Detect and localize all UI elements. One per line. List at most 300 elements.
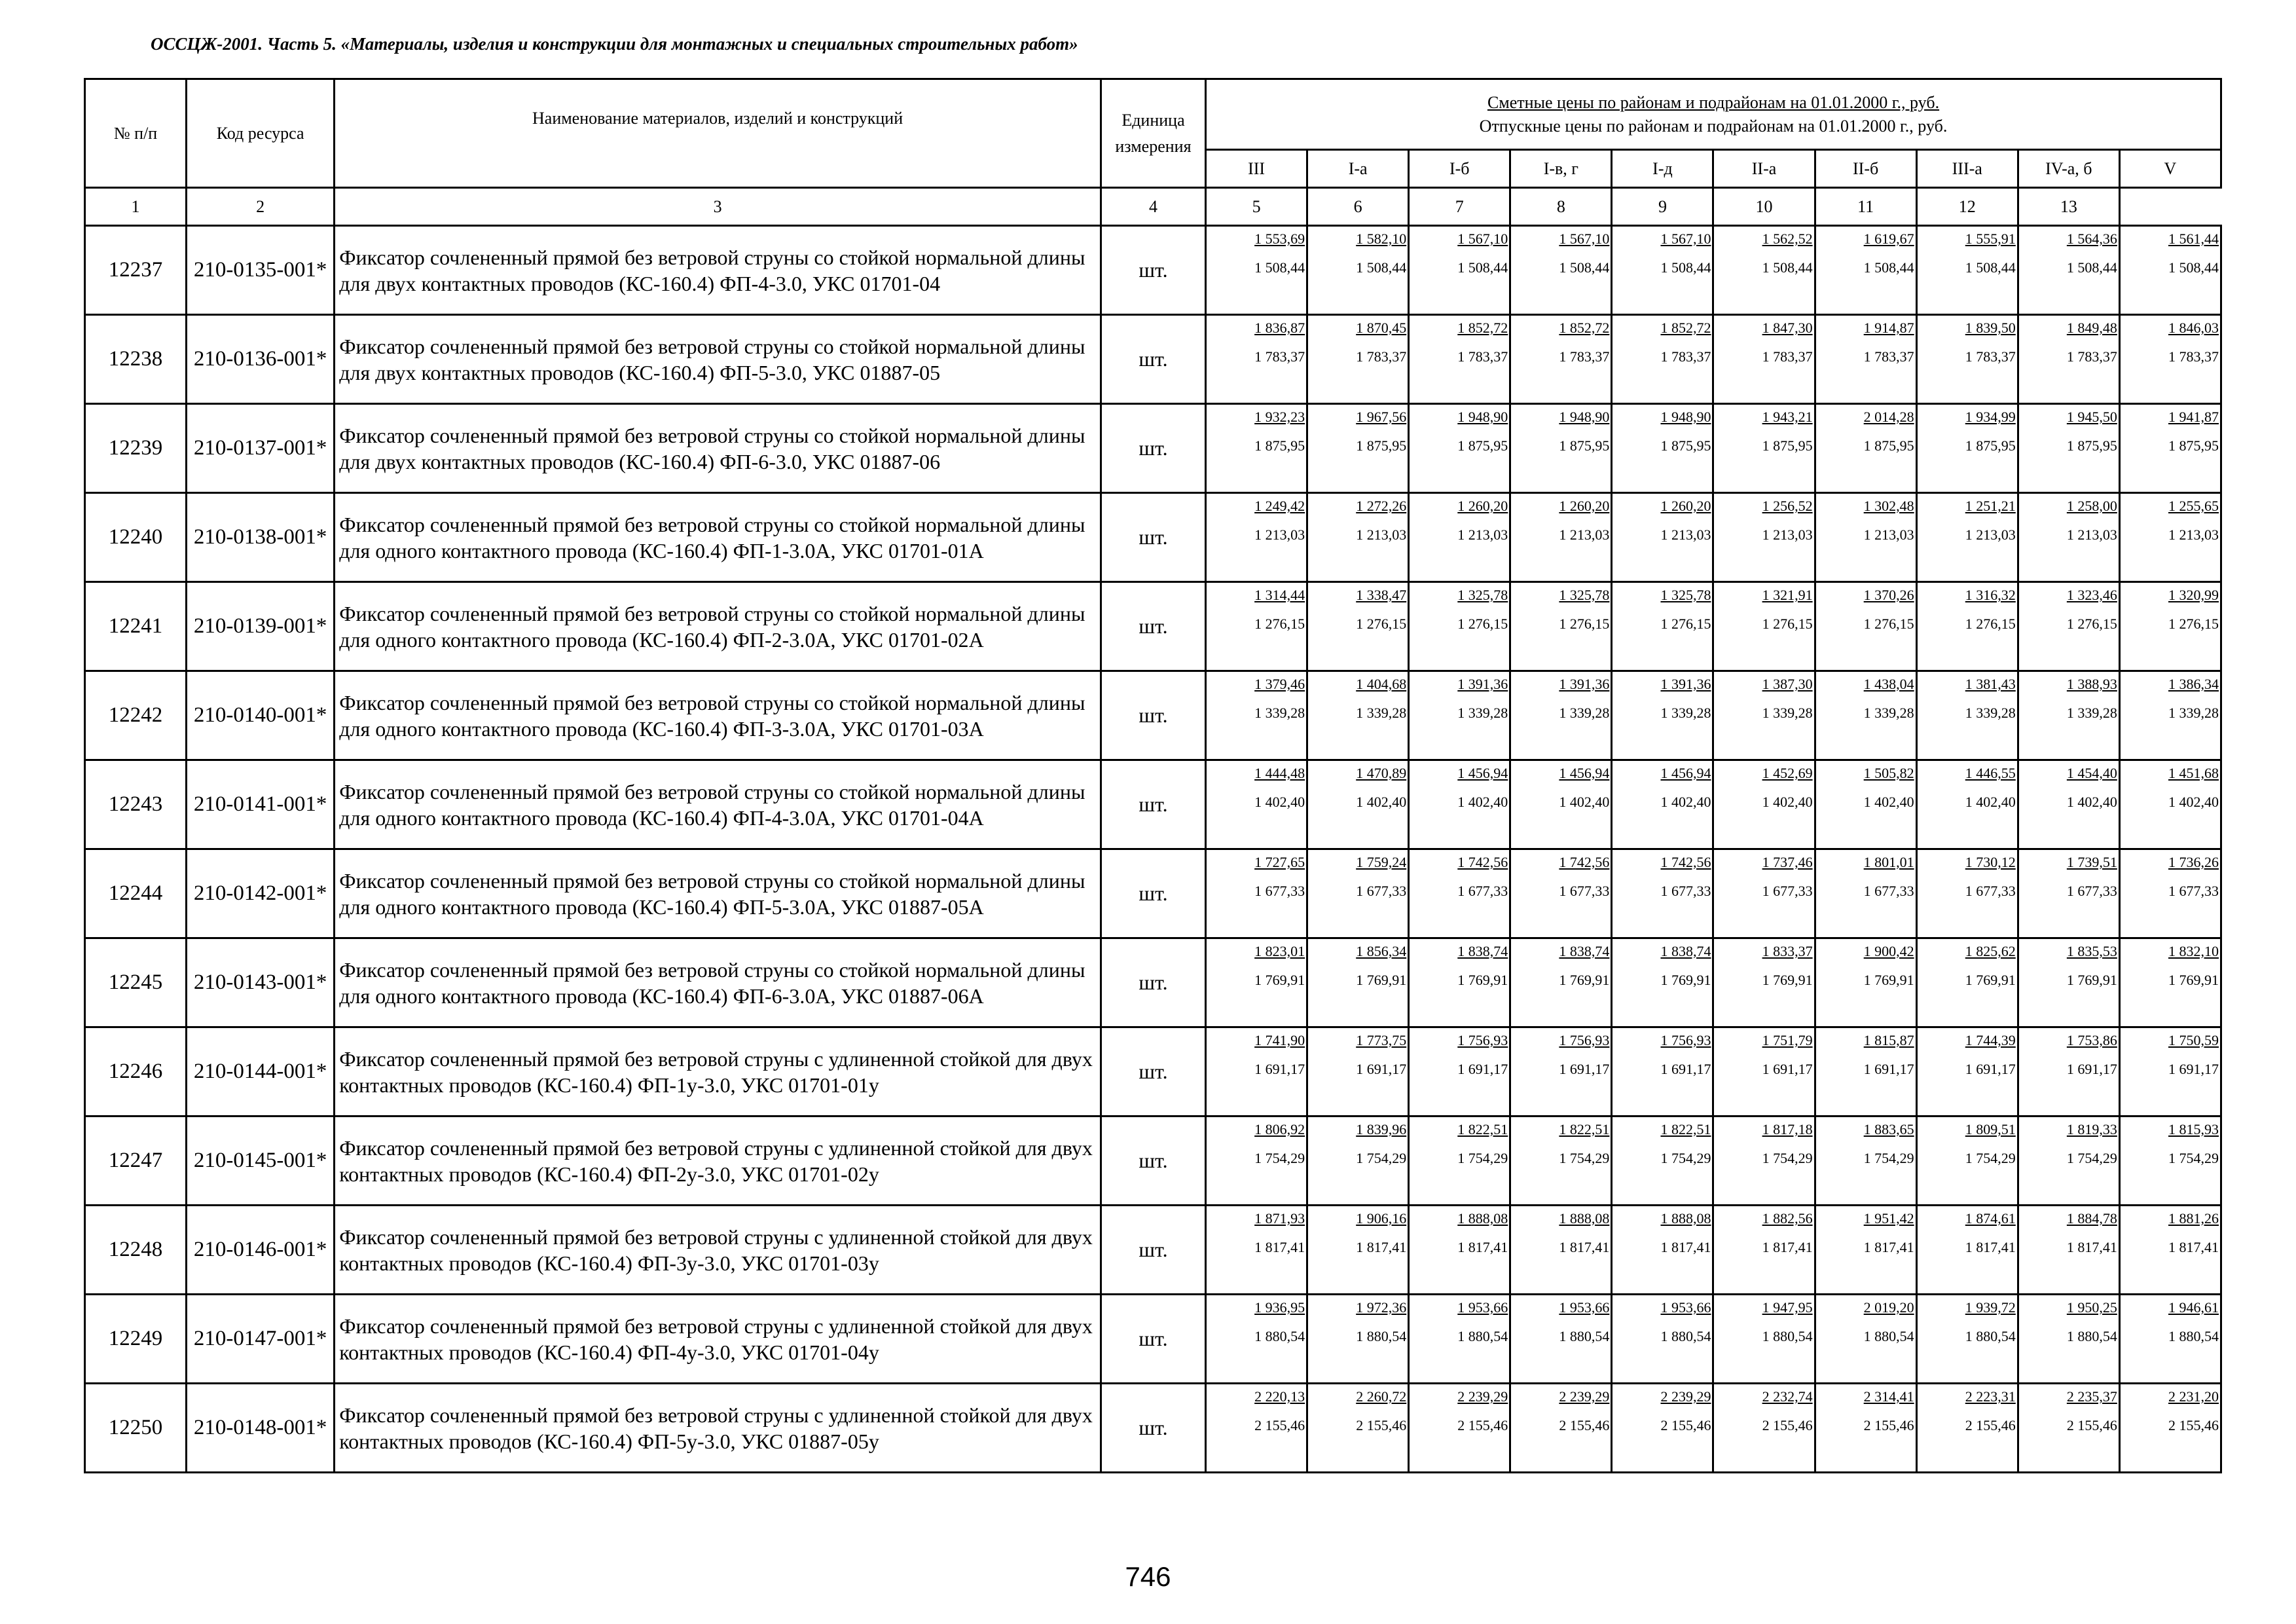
row-number: 12245 (85, 938, 187, 1027)
price-cell (1815, 1116, 1916, 1206)
release-price: 1 880,54 (1863, 1328, 1914, 1344)
release-price: 1 783,37 (1254, 348, 1305, 365)
price-cell (1815, 315, 1916, 404)
unit-of-measure: шт. (1101, 671, 1205, 760)
item-name: Фиксатор сочлененный прямой без ветровой струны с удлиненной стойкой для двух контактных проводов (КС-160.4) ФП-4у-3.0, УКС 01701-04у (335, 1295, 1101, 1384)
estimate-price: 1 325,78 (1559, 587, 1610, 603)
release-price: 1 402,40 (1965, 794, 2016, 810)
estimate-price: 1 943,21 (1762, 409, 1813, 425)
estimate-price: 1 386,34 (2168, 676, 2219, 692)
table-row (85, 760, 2221, 849)
release-price: 1 691,17 (1254, 1061, 1305, 1077)
row-number: 12238 (85, 315, 187, 404)
estimate-price: 1 370,26 (1863, 587, 1914, 603)
estimate-price: 1 852,72 (1559, 320, 1610, 336)
release-price: 1 213,03 (1559, 526, 1610, 543)
estimate-price: 1 833,37 (1762, 943, 1813, 959)
price-cell (1713, 1206, 1815, 1295)
estimate-price: 1 822,51 (1559, 1121, 1610, 1137)
column-index: 9 (1612, 188, 1713, 226)
price-cell (1307, 404, 1409, 493)
estimate-price: 1 567,10 (1660, 231, 1711, 247)
estimate-price: 1 947,95 (1762, 1299, 1813, 1316)
price-cell (1612, 582, 1713, 671)
price-cell (1713, 1027, 1815, 1116)
estimate-price: 1 839,50 (1965, 320, 2016, 336)
release-price: 1 213,03 (1965, 526, 2016, 543)
price-cell (1815, 404, 1916, 493)
estimate-price: 1 751,79 (1762, 1032, 1813, 1048)
release-price: 1 213,03 (1660, 526, 1711, 543)
release-price: 1 769,91 (1559, 972, 1610, 988)
estimate-price: 1 936,95 (1254, 1299, 1305, 1316)
estimate-price: 1 251,21 (1965, 498, 2016, 514)
estimate-price: 1 562,52 (1762, 231, 1813, 247)
price-cell (1713, 938, 1815, 1027)
price-cell (1815, 1384, 1916, 1473)
table-row (85, 849, 2221, 938)
price-cell (1612, 938, 1713, 1027)
estimate-price: 2 260,72 (1356, 1388, 1407, 1405)
price-cell (1916, 1116, 2018, 1206)
row-number: 12250 (85, 1384, 187, 1473)
estimate-price: 1 835,53 (2066, 943, 2117, 959)
release-price: 1 880,54 (1457, 1328, 1508, 1344)
release-price: 1 402,40 (2168, 794, 2219, 810)
estimate-price: 1 847,30 (1762, 320, 1813, 336)
price-cell (1206, 1206, 1307, 1295)
release-price: 1 875,95 (1254, 437, 1305, 454)
estimate-price: 1 258,00 (2066, 498, 2117, 514)
estimate-price: 1 900,42 (1863, 943, 1914, 959)
table-row (85, 1027, 2221, 1116)
estimate-price: 1 951,42 (1863, 1210, 1914, 1227)
price-cell (1612, 1116, 1713, 1206)
price-cell (1916, 760, 2018, 849)
release-price: 1 875,95 (1762, 437, 1813, 454)
estimate-price: 1 946,61 (2168, 1299, 2219, 1316)
price-cell (1916, 938, 2018, 1027)
price-cell (2018, 1206, 2119, 1295)
estimate-price: 1 470,89 (1356, 765, 1407, 781)
price-cell (1307, 582, 1409, 671)
estimate-price: 1 884,78 (2066, 1210, 2117, 1227)
column-index: 5 (1206, 188, 1307, 226)
release-price: 2 155,46 (1863, 1417, 1914, 1433)
price-cell (1409, 671, 1510, 760)
estimate-price: 1 815,93 (2168, 1121, 2219, 1137)
price-cell (2119, 315, 2221, 404)
estimate-price: 1 906,16 (1356, 1210, 1407, 1227)
price-cell (1612, 493, 1713, 582)
release-price: 1 769,91 (1762, 972, 1813, 988)
estimate-price: 1 882,56 (1762, 1210, 1813, 1227)
col-header-name: Наименование материалов, изделий и конструкций (335, 79, 1101, 188)
price-cell (1713, 493, 1815, 582)
price-cell (1916, 1384, 2018, 1473)
release-price: 1 754,29 (1762, 1150, 1813, 1166)
price-cell (2119, 1206, 2221, 1295)
estimate-price: 1 446,55 (1965, 765, 2016, 781)
price-cell (1409, 582, 1510, 671)
estimate-price: 2 231,20 (2168, 1388, 2219, 1405)
price-cell (2018, 493, 2119, 582)
estimate-price: 1 773,75 (1356, 1032, 1407, 1048)
release-price: 1 213,03 (1762, 526, 1813, 543)
release-price: 1 339,28 (1559, 705, 1610, 721)
price-cell (1307, 1384, 1409, 1473)
release-price: 1 754,29 (1457, 1150, 1508, 1166)
release-price: 1 691,17 (2168, 1061, 2219, 1077)
estimate-price: 1 388,93 (2066, 676, 2117, 692)
estimate-price: 1 582,10 (1356, 231, 1407, 247)
release-price: 1 880,54 (1762, 1328, 1813, 1344)
price-cell (1307, 849, 1409, 938)
column-index: 12 (1916, 188, 2018, 226)
table-row (85, 1116, 2221, 1206)
release-price: 1 817,41 (1863, 1239, 1914, 1255)
row-number: 12243 (85, 760, 187, 849)
release-price: 1 508,44 (1762, 259, 1813, 276)
estimate-price: 2 314,41 (1863, 1388, 1914, 1405)
release-price: 1 276,15 (2168, 616, 2219, 632)
price-cell (1612, 315, 1713, 404)
price-cell (1409, 938, 1510, 1027)
resource-code: 210-0137-001* (187, 404, 335, 493)
price-cell (2018, 1116, 2119, 1206)
release-price: 1 213,03 (2066, 526, 2117, 543)
estimate-price: 1 256,52 (1762, 498, 1813, 514)
release-price: 1 880,54 (1660, 1328, 1711, 1344)
price-cell (1307, 671, 1409, 760)
price-cell (1307, 1295, 1409, 1384)
item-name: Фиксатор сочлененный прямой без ветровой струны со стойкой нормальной длины для одного контактного провода (КС-160.4) ФП-5-3.0А, УКС 01887-05А (335, 849, 1101, 938)
price-cell (1612, 1027, 1713, 1116)
price-cell (2018, 760, 2119, 849)
price-cell (1916, 226, 2018, 315)
price-cell (1307, 1027, 1409, 1116)
release-price: 1 875,95 (1559, 437, 1610, 454)
price-cell (2018, 671, 2119, 760)
release-price: 1 875,95 (1965, 437, 2016, 454)
price-cell (1510, 493, 1612, 582)
release-price: 1 875,95 (1660, 437, 1711, 454)
price-cell (1713, 226, 1815, 315)
resource-code: 210-0139-001* (187, 582, 335, 671)
release-price: 1 875,95 (1356, 437, 1407, 454)
estimate-price: 1 438,04 (1863, 676, 1914, 692)
price-cell (2119, 760, 2221, 849)
release-price: 1 875,95 (1457, 437, 1508, 454)
release-price: 1 783,37 (1457, 348, 1508, 365)
estimate-price: 2 239,29 (1457, 1388, 1508, 1405)
estimate-price: 1 809,51 (1965, 1121, 2016, 1137)
price-cell (2119, 493, 2221, 582)
resource-code: 210-0146-001* (187, 1206, 335, 1295)
resource-code: 210-0136-001* (187, 315, 335, 404)
estimate-price: 1 888,08 (1660, 1210, 1711, 1227)
estimate-price: 1 320,99 (2168, 587, 2219, 603)
release-price: 1 276,15 (1559, 616, 1610, 632)
release-price: 1 880,54 (2168, 1328, 2219, 1344)
estimate-price: 1 742,56 (1559, 854, 1610, 870)
unit-of-measure: шт. (1101, 404, 1205, 493)
estimate-price: 1 316,32 (1965, 587, 2016, 603)
release-price: 1 508,44 (2168, 259, 2219, 276)
price-cell (1612, 671, 1713, 760)
release-price: 1 783,37 (2168, 348, 2219, 365)
release-price: 1 769,91 (1660, 972, 1711, 988)
col-header-prices (1206, 79, 2221, 150)
release-price: 2 155,46 (1254, 1417, 1305, 1433)
estimate-price: 1 838,74 (1660, 943, 1711, 959)
estimate-price: 1 744,39 (1965, 1032, 2016, 1048)
estimate-price: 1 846,03 (2168, 320, 2219, 336)
price-cell (1612, 1384, 1713, 1473)
price-cell (1206, 849, 1307, 938)
price-cell (1815, 849, 1916, 938)
price-cell (1916, 582, 2018, 671)
price-cell (1510, 582, 1612, 671)
col-header-code: Код ресурса (187, 79, 335, 188)
release-price: 1 783,37 (1660, 348, 1711, 365)
estimate-price: 1 255,65 (2168, 498, 2219, 514)
release-price: 1 691,17 (1356, 1061, 1407, 1077)
price-cell (1713, 582, 1815, 671)
price-cell (1206, 404, 1307, 493)
price-cell (1510, 1206, 1612, 1295)
estimate-price: 1 555,91 (1965, 231, 2016, 247)
estimate-price: 1 948,90 (1457, 409, 1508, 425)
price-cell (2018, 404, 2119, 493)
estimate-price: 1 454,40 (2066, 765, 2117, 781)
estimate-price: 1 756,93 (1660, 1032, 1711, 1048)
region-header: I-б (1409, 150, 1510, 188)
price-table (84, 78, 2222, 1473)
item-name: Фиксатор сочлененный прямой без ветровой струны со стойкой нормальной длины для одного контактного провода (КС-160.4) ФП-6-3.0А, УКС 01887-06А (335, 938, 1101, 1027)
price-cell (2119, 671, 2221, 760)
release-price: 2 155,46 (2066, 1417, 2117, 1433)
release-price: 1 339,28 (1863, 705, 1914, 721)
price-cell (1510, 1295, 1612, 1384)
table-head (85, 79, 2221, 226)
estimate-price: 1 452,69 (1762, 765, 1813, 781)
estimate-price: 1 456,94 (1660, 765, 1711, 781)
estimate-price: 1 505,82 (1863, 765, 1914, 781)
release-price: 1 817,41 (1965, 1239, 2016, 1255)
release-price: 1 769,91 (1965, 972, 2016, 988)
release-price: 1 402,40 (1559, 794, 1610, 810)
estimate-price: 1 404,68 (1356, 676, 1407, 692)
row-number: 12240 (85, 493, 187, 582)
price-cell (1307, 226, 1409, 315)
price-cell (1612, 226, 1713, 315)
resource-code: 210-0141-001* (187, 760, 335, 849)
price-cell (2018, 1295, 2119, 1384)
release-price: 1 754,29 (1863, 1150, 1914, 1166)
price-cell (1815, 226, 1916, 315)
column-index: 10 (1713, 188, 1815, 226)
estimate-price: 1 619,67 (1863, 231, 1914, 247)
release-price: 1 402,40 (1762, 794, 1813, 810)
price-cell (1510, 1384, 1612, 1473)
estimate-price: 1 822,51 (1660, 1121, 1711, 1137)
release-price: 1 769,91 (2168, 972, 2219, 988)
region-header: II-б (1815, 150, 1916, 188)
release-price: 1 213,03 (1457, 526, 1508, 543)
table-row (85, 1206, 2221, 1295)
unit-of-measure: шт. (1101, 938, 1205, 1027)
col-header-num: № п/п (85, 79, 187, 188)
price-cell (1612, 1295, 1713, 1384)
release-price: 1 213,03 (1863, 526, 1914, 543)
release-price: 2 155,46 (2168, 1417, 2219, 1433)
estimate-price: 1 953,66 (1559, 1299, 1610, 1316)
release-price: 1 276,15 (1863, 616, 1914, 632)
price-cell (1206, 671, 1307, 760)
estimate-price: 1 871,93 (1254, 1210, 1305, 1227)
item-name: Фиксатор сочлененный прямой без ветровой струны со стойкой нормальной длины для одного контактного провода (КС-160.4) ФП-4-3.0А, УКС 01701-04А (335, 760, 1101, 849)
item-name: Фиксатор сочлененный прямой без ветровой струны со стойкой нормальной длины для одного контактного провода (КС-160.4) ФП-3-3.0А, УКС 01701-03А (335, 671, 1101, 760)
estimate-price: 1 381,43 (1965, 676, 2016, 692)
price-cell (1307, 315, 1409, 404)
resource-code: 210-0147-001* (187, 1295, 335, 1384)
estimate-price: 1 888,08 (1559, 1210, 1610, 1227)
release-price: 1 677,33 (1863, 883, 1914, 899)
estimate-price: 1 456,94 (1559, 765, 1610, 781)
estimate-price: 1 756,93 (1457, 1032, 1508, 1048)
release-price: 1 402,40 (1356, 794, 1407, 810)
estimate-price: 1 836,87 (1254, 320, 1305, 336)
column-index: 6 (1307, 188, 1409, 226)
release-price: 1 817,41 (1356, 1239, 1407, 1255)
release-price: 1 677,33 (1254, 883, 1305, 899)
release-price: 1 276,15 (1965, 616, 2016, 632)
release-price: 1 783,37 (1762, 348, 1813, 365)
release-price: 1 508,44 (1660, 259, 1711, 276)
price-cell (1916, 493, 2018, 582)
price-cell (1713, 1116, 1815, 1206)
estimate-price: 2 223,31 (1965, 1388, 2016, 1405)
resource-code: 210-0138-001* (187, 493, 335, 582)
release-price: 1 213,03 (1356, 526, 1407, 543)
estimate-price: 1 756,93 (1559, 1032, 1610, 1048)
table-row (85, 226, 2221, 315)
price-cell (2119, 404, 2221, 493)
document-header: ОССЦЖ-2001. Часть 5. «Материалы, изделия и конструкции для монтажных и специальных строительных работ» (151, 34, 1078, 54)
price-cell (1713, 760, 1815, 849)
release-price: 1 783,37 (1559, 348, 1610, 365)
estimate-price: 1 856,34 (1356, 943, 1407, 959)
estimate-price: 1 338,47 (1356, 587, 1407, 603)
release-price: 1 691,17 (1660, 1061, 1711, 1077)
price-cell (1409, 1116, 1510, 1206)
release-price: 1 508,44 (1863, 259, 1914, 276)
price-cell (1307, 760, 1409, 849)
release-price: 1 754,29 (1356, 1150, 1407, 1166)
estimate-price: 1 801,01 (1863, 854, 1914, 870)
release-price: 1 213,03 (2168, 526, 2219, 543)
price-cell (1612, 760, 1713, 849)
estimate-price: 1 822,51 (1457, 1121, 1508, 1137)
item-name: Фиксатор сочлененный прямой без ветровой струны со стойкой нормальной длины для одного контактного провода (КС-160.4) ФП-2-3.0А, УКС 01701-02А (335, 582, 1101, 671)
release-price: 2 155,46 (1660, 1417, 1711, 1433)
release-price: 1 691,17 (1559, 1061, 1610, 1077)
price-cell (1307, 938, 1409, 1027)
price-cell (2119, 938, 2221, 1027)
price-cell (1206, 315, 1307, 404)
item-name: Фиксатор сочлененный прямой без ветровой струны с удлиненной стойкой для двух контактных проводов (КС-160.4) ФП-5у-3.0, УКС 01887-05у (335, 1384, 1101, 1473)
estimate-price: 1 451,68 (2168, 765, 2219, 781)
price-cell (1206, 1027, 1307, 1116)
estimate-price: 2 014,28 (1863, 409, 1914, 425)
release-price: 1 754,29 (2066, 1150, 2117, 1166)
release-price: 1 880,54 (1356, 1328, 1407, 1344)
estimate-price: 1 874,61 (1965, 1210, 2016, 1227)
item-name: Фиксатор сочлененный прямой без ветровой струны со стойкой нормальной длины для двух контактных проводов (КС-160.4) ФП-6-3.0, УКС 01887-06 (335, 404, 1101, 493)
estimate-price: 1 945,50 (2066, 409, 2117, 425)
estimate-price: 1 730,12 (1965, 854, 2016, 870)
estimate-price: 1 387,30 (1762, 676, 1813, 692)
item-name: Фиксатор сочлененный прямой без ветровой струны со стойкой нормальной длины для двух контактных проводов (КС-160.4) ФП-4-3.0, УКС 01701-04 (335, 226, 1101, 315)
price-cell (1206, 1295, 1307, 1384)
release-price: 1 754,29 (1254, 1150, 1305, 1166)
unit-of-measure: шт. (1101, 1206, 1205, 1295)
release-price: 1 880,54 (1559, 1328, 1610, 1344)
release-price: 1 508,44 (1965, 259, 2016, 276)
release-price: 1 339,28 (1356, 705, 1407, 721)
row-number: 12242 (85, 671, 187, 760)
estimate-price: 1 391,36 (1660, 676, 1711, 692)
region-header: II-а (1713, 150, 1815, 188)
estimate-price: 1 838,74 (1457, 943, 1508, 959)
estimate-price: 1 444,48 (1254, 765, 1305, 781)
estimate-price: 1 727,65 (1254, 854, 1305, 870)
release-price: 1 769,91 (1457, 972, 1508, 988)
price-cell (1916, 1027, 2018, 1116)
price-cell (1206, 938, 1307, 1027)
estimate-price: 1 934,99 (1965, 409, 2016, 425)
estimate-price: 1 852,72 (1457, 320, 1508, 336)
release-price: 1 339,28 (1254, 705, 1305, 721)
release-price: 1 880,54 (2066, 1328, 2117, 1344)
column-index: 8 (1510, 188, 1612, 226)
release-price: 1 339,28 (2066, 705, 2117, 721)
release-price: 1 677,33 (1356, 883, 1407, 899)
estimate-price: 1 823,01 (1254, 943, 1305, 959)
table-row (85, 1295, 2221, 1384)
price-cell (1510, 226, 1612, 315)
resource-code: 210-0135-001* (187, 226, 335, 315)
page-number: 746 (1125, 1561, 1171, 1592)
price-cell (1206, 1116, 1307, 1206)
price-cell (1815, 760, 1916, 849)
estimate-price: 1 379,46 (1254, 676, 1305, 692)
estimate-price: 1 742,56 (1457, 854, 1508, 870)
estimate-price: 2 235,37 (2066, 1388, 2117, 1405)
estimate-price: 1 561,44 (2168, 231, 2219, 247)
release-price: 1 817,41 (1254, 1239, 1305, 1255)
estimate-price: 1 759,24 (1356, 854, 1407, 870)
resource-code: 210-0143-001* (187, 938, 335, 1027)
column-index: 1 (85, 188, 187, 226)
release-price: 1 402,40 (1660, 794, 1711, 810)
estimate-price: 1 950,25 (2066, 1299, 2117, 1316)
price-cell (1713, 1295, 1815, 1384)
item-name: Фиксатор сочлененный прямой без ветровой струны с удлиненной стойкой для двух контактных проводов (КС-160.4) ФП-3у-3.0, УКС 01701-03у (335, 1206, 1101, 1295)
price-cell (1307, 493, 1409, 582)
release-price: 1 402,40 (1863, 794, 1914, 810)
